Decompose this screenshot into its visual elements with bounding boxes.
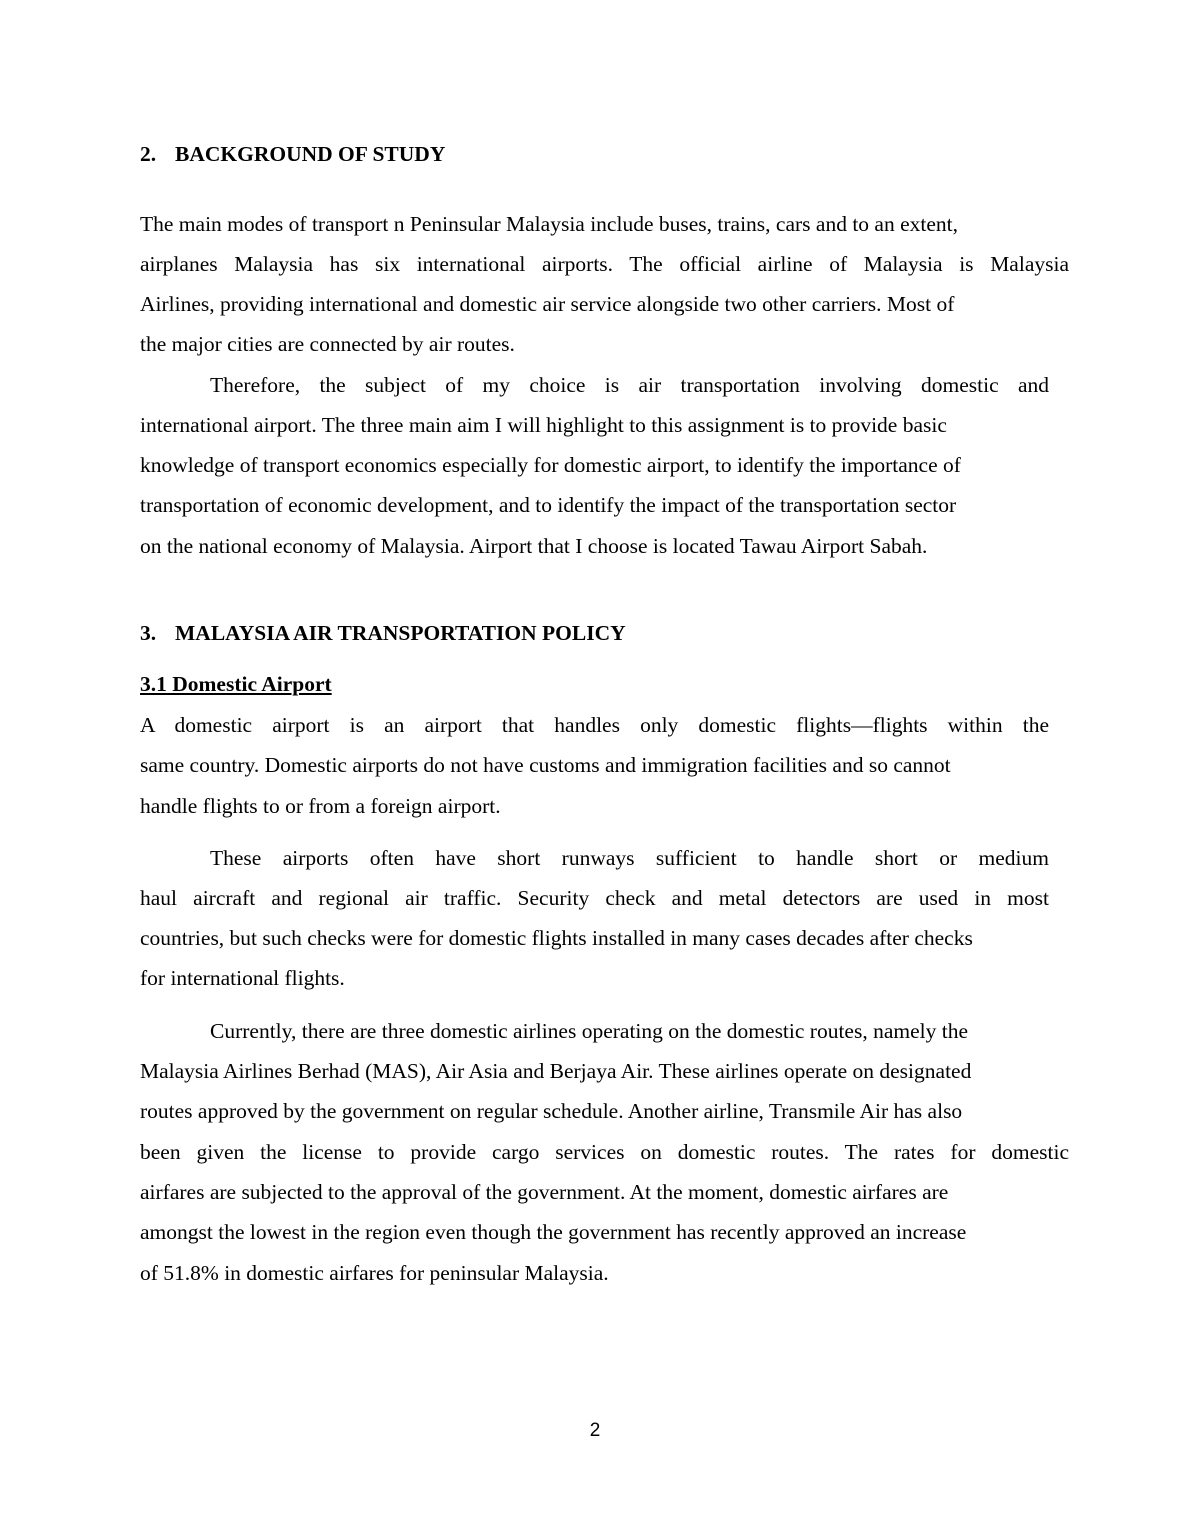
paragraph-line: A domestic airport is an airport that handles only domestic flights—flights within the	[140, 713, 1049, 737]
paragraph-line: on the national economy of Malaysia. Airport that I choose is located Tawau Airport Sabah.	[140, 534, 928, 558]
paragraph-line: of 51.8% in domestic airfares for peninsular Malaysia.	[140, 1261, 609, 1285]
paragraph-line: airfares are subjected to the approval of the government. At the moment, domestic airfares are	[140, 1180, 949, 1204]
paragraph-line: Currently, there are three domestic airlines operating on the domestic routes, namely the	[210, 1019, 969, 1043]
paragraph-line: international airport. The three main aim I will highlight to this assignment is to provide basic	[140, 413, 947, 437]
paragraph-line: transportation of economic development, and to identify the impact of the transportation sector	[140, 493, 957, 517]
paragraph-line: same country. Domestic airports do not have customs and immigration facilities and so cannot	[140, 753, 951, 777]
paragraph-line: The main modes of transport n Peninsular Malaysia include buses, trains, cars and to an extent,	[140, 212, 958, 236]
section-title: MALAYSIA AIR TRANSPORTATION POLICY	[175, 621, 626, 645]
paragraph-line: These airports often have short runways sufficient to handle short or medium	[210, 846, 1049, 870]
paragraph-line: amongst the lowest in the region even though the government has recently approved an increase	[140, 1220, 967, 1244]
section-number: 3.	[140, 621, 157, 645]
paragraph-line: countries, but such checks were for domestic flights installed in many cases decades after checks	[140, 926, 973, 950]
paragraph-line: been given the license to provide cargo services on domestic routes. The rates for domestic	[140, 1140, 1069, 1164]
paragraph-line: the major cities are connected by air routes.	[140, 332, 515, 356]
paragraph-line: handle flights to or from a foreign airport.	[140, 794, 501, 818]
paragraph-line: knowledge of transport economics especially for domestic airport, to identify the importance of	[140, 453, 961, 477]
page-number: 2	[589, 1420, 601, 1441]
section-number: 2.	[140, 142, 157, 166]
paragraph-line: Airlines, providing international and domestic air service alongside two other carriers. Most of	[140, 292, 955, 316]
paragraph-line: haul aircraft and regional air traffic. Security check and metal detectors are used in most	[140, 886, 1049, 910]
section-heading-policy	[140, 620, 626, 646]
paragraph-line: for international flights.	[140, 966, 345, 990]
paragraph-line: airplanes Malaysia has six international airports. The official airline of Malaysia is Malaysia	[140, 252, 1069, 276]
section-title: BACKGROUND OF STUDY	[175, 142, 446, 166]
paragraph-line: Malaysia Airlines Berhad (MAS), Air Asia and Berjaya Air. These airlines operate on designated	[140, 1059, 972, 1083]
section-heading-background	[140, 141, 445, 167]
paragraph-line: routes approved by the government on regular schedule. Another airline, Transmile Air has also	[140, 1099, 963, 1123]
subsection-heading: 3.1 Domestic Airport	[140, 672, 332, 696]
paragraph-line: Therefore, the subject of my choice is air transportation involving domestic and	[210, 373, 1049, 397]
